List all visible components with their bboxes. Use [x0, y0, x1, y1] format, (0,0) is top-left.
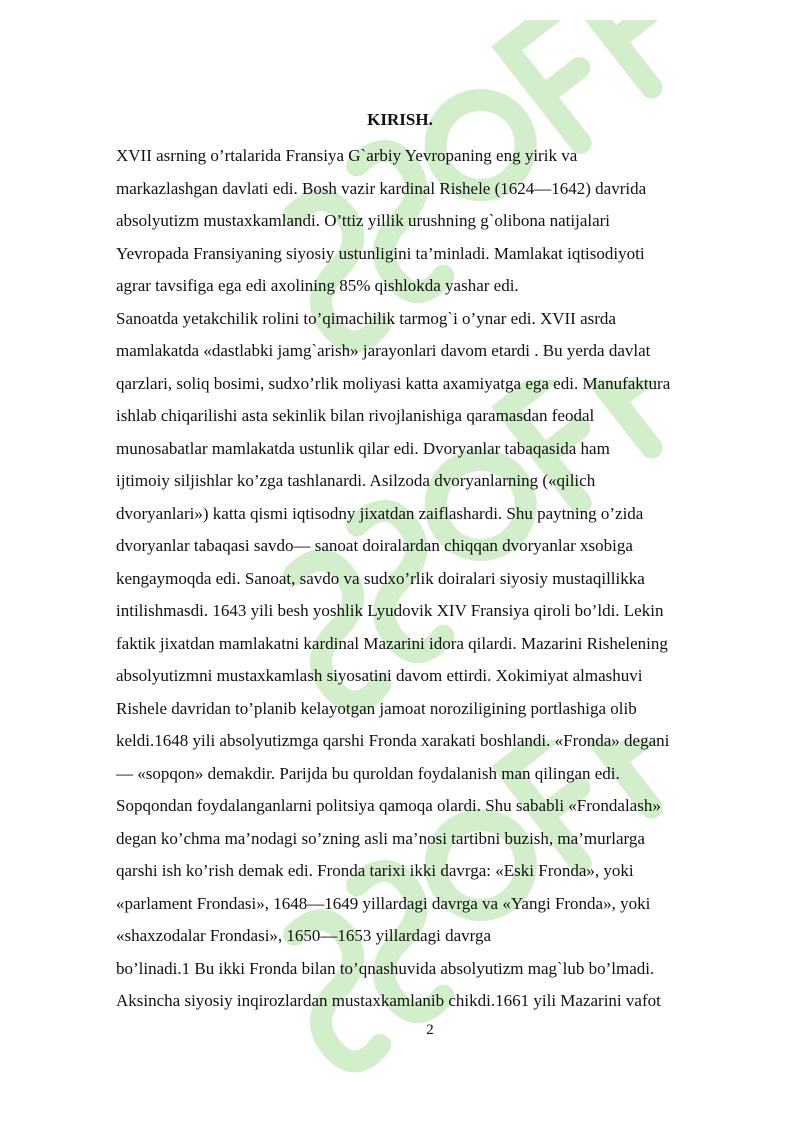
text-line: bo’linadi.1 Bu ikki Fronda bilan to’qnashuvida absolyutizm mag`lub bo’lmadi. — [116, 958, 655, 978]
text-line: kengaymoqda edi. Sanoat, savdo va sudxo’rlik doiralari siyosiy mustaqillikka — [116, 568, 645, 588]
text-line: ijtimoiy siljishlar ko’zga tashlanardi. Asilzoda dvoryanlarning («qilich — [116, 471, 596, 490]
text-line: faktik jixatdan mamlakatni kardinal Mazarini idora qilardi. Mazarini Rishelening — [116, 633, 668, 653]
text-line: munosabatlar mamlakatda ustunlik qilar edi. Dvoryanlar tabaqasida ham — [116, 438, 610, 458]
text-line: — «sopqon» demakdir. Parijda bu quroldan foydalanish man qilingan edi. — [116, 763, 620, 783]
text-line: «shaxzodalar Frondasi», 1650—1653 yillardagi davrga — [116, 926, 492, 945]
text-line: mamlakatda «dastlabki jamg`arish» jarayonlari davom etardi . Bu yerda davlat — [116, 341, 651, 360]
text-line: qarshi ish ko’rish demak edi. Fronda tarixi ikki davrga: «Eski Fronda», yoki — [116, 861, 634, 880]
text-line: intilishmasdi. 1643 yili besh yoshlik Lyudovik XIV Fransiya qiroli bo’ldi. Lekin — [116, 601, 664, 620]
text-line: «parlament Frondasi», 1648—1649 yillardagi davrga va «Yangi Fronda», yoki — [116, 893, 651, 913]
document-heading: KIRISH. — [367, 110, 433, 129]
text-line: Sopqondan foydalanganlarni politsiya qamoqa olardi. Shu sababli «Frondalash» — [116, 796, 661, 815]
text-line: absolyutizm mustaxkamlandi. O’ttiz yillik urushning g`olibona natijalari — [116, 211, 611, 230]
text-line: XVII asrning o’rtalarida Fransiya G`arbiy Yevropaning eng yirik va — [116, 146, 578, 165]
text-line: degan ko’chma ma’nodagi so’zning asli ma’nosi tartibni buzish, ma’murlarga — [116, 828, 645, 848]
text-line: absolyutizmni mustaxkamlash siyosatini davom ettirdi. Xokimiyat almashuvi — [116, 666, 643, 685]
text-line: ishlab chiqarilishi asta sekinlik bilan rivojlanishiga qaramasdan feodal — [116, 406, 595, 425]
text-line: qarzlari, soliq bosimi, sudxo’rlik moliyasi katta axamiyatga ega edi. Manufaktura — [116, 373, 671, 393]
page-number: 2 — [426, 1022, 434, 1038]
text-line: markazlashgan davlati edi. Bosh vazir kardinal Rishele (1624—1642) davrida — [116, 178, 647, 198]
text-line: Yevropada Fransiyaning siyosiy ustunligini ta’minladi. Mamlakat iqtisodiyoti — [116, 243, 645, 263]
document-body — [116, 140, 736, 1018]
text-line: Sanoatda yetakchilik rolini to’qimachilik tarmog`i o’ynar edi. XVII asrda — [116, 308, 616, 328]
text-line: dvoryanlari») katta qismi iqtisodny jixatdan zaiflashardi. Shu paytning o’zida — [116, 503, 644, 523]
text-line: keldi.1648 yili absolyutizmga qarshi Fronda xarakati boshlandi. «Fronda» degani — [116, 731, 670, 750]
text-line: dvoryanlar tabaqasi savdo— sanoat doiralardan chiqqan dvoryanlar xsobiga — [116, 536, 633, 555]
text-line: Aksincha siyosiy inqirozlardan mustaxkamlanib chikdi.1661 yili Mazarini vafot — [116, 991, 661, 1010]
text-line: agrar tavsifiga ega edi axolining 85% qishlokda yashar edi. — [116, 276, 519, 295]
text-line: Rishele davridan to’planib kelayotgan jamoat noroziligining portlashiga olib — [116, 698, 637, 718]
